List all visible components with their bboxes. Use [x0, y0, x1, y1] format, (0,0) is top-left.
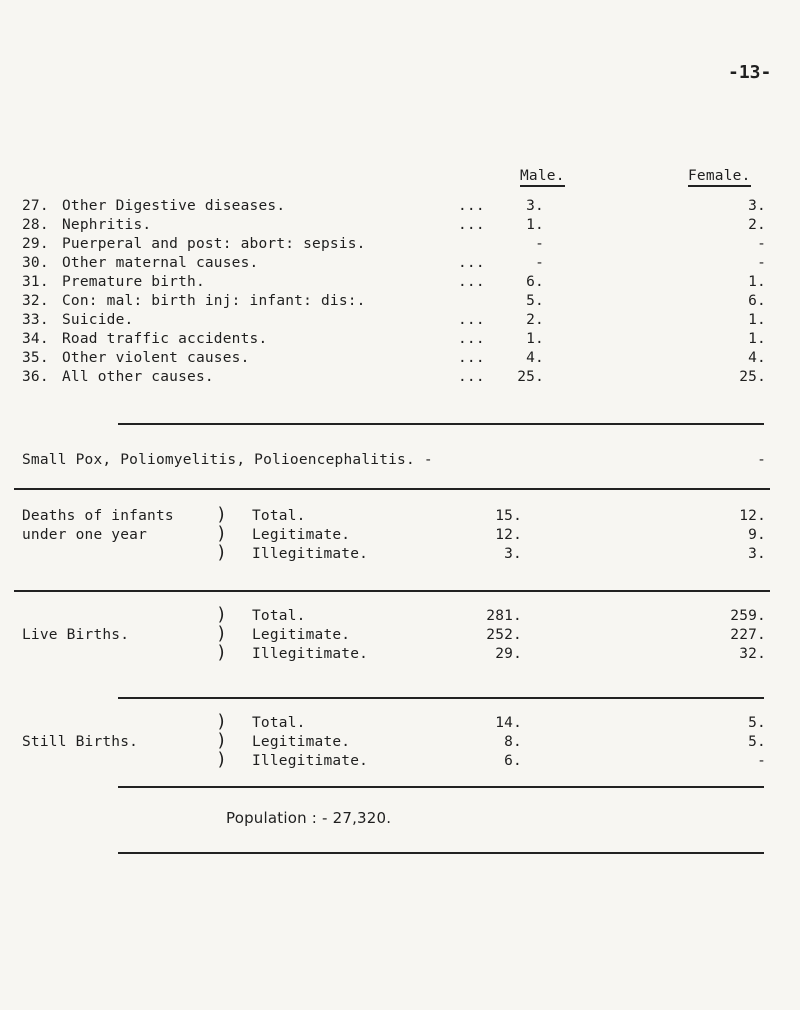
cause-female-value: 4. [748, 350, 766, 366]
male-value: 29. [495, 646, 522, 662]
cause-number: 31. [22, 274, 49, 290]
brace: ) [216, 749, 228, 770]
cause-female-value: 6. [748, 293, 766, 309]
cause-dots: ... [458, 255, 485, 271]
brace: ) [216, 523, 228, 544]
male-value: 12. [495, 527, 522, 543]
cause-male-value: 6. [526, 274, 544, 290]
row-label: Total. [252, 715, 306, 731]
brace: ) [216, 730, 228, 751]
female-column-header: Female. [688, 168, 751, 187]
cause-label: Con: mal: birth inj: infant: dis:. [62, 293, 366, 309]
brace: ) [216, 642, 228, 663]
section-divider [14, 488, 770, 490]
female-value: 9. [748, 527, 766, 543]
male-column-header: Male. [520, 168, 565, 187]
brace: ) [216, 542, 228, 563]
female-value: 3. [748, 546, 766, 562]
cause-female-value: - [757, 236, 766, 252]
cause-number: 34. [22, 331, 49, 347]
male-value: 8. [504, 734, 522, 750]
row-label: Total. [252, 508, 306, 524]
section-divider [118, 423, 764, 425]
cause-male-value: 3. [526, 198, 544, 214]
row-label: Illegitimate. [252, 646, 369, 662]
population-line: Population : - 27,320. [226, 809, 392, 827]
male-value: 14. [495, 715, 522, 731]
cause-label: Suicide. [62, 312, 134, 328]
cause-male-value: 1. [526, 331, 544, 347]
cause-label: Other Digestive diseases. [62, 198, 286, 214]
male-value: 6. [504, 753, 522, 769]
cause-dots: ... [458, 274, 485, 290]
cause-male-value: - [535, 236, 544, 252]
cause-female-value: - [757, 255, 766, 271]
cause-number: 32. [22, 293, 49, 309]
cause-dots: ... [458, 198, 485, 214]
section-divider [118, 697, 764, 699]
cause-female-value: 1. [748, 312, 766, 328]
female-value: 259. [730, 608, 766, 624]
cause-number: 33. [22, 312, 49, 328]
row-label: Illegitimate. [252, 753, 369, 769]
row-label: Legitimate. [252, 527, 351, 543]
brace: ) [216, 504, 228, 525]
page-number: -13- [728, 62, 772, 83]
cause-number: 28. [22, 217, 49, 233]
male-value: 15. [495, 508, 522, 524]
cause-dots: ... [458, 312, 485, 328]
male-value: 252. [486, 627, 522, 643]
row-label: Legitimate. [252, 734, 351, 750]
cause-label: Other violent causes. [62, 350, 250, 366]
cause-female-value: 3. [748, 198, 766, 214]
cause-number: 35. [22, 350, 49, 366]
cause-dots: ... [458, 350, 485, 366]
cause-dots: ... [458, 331, 485, 347]
cause-label: Puerperal and post: abort: sepsis. [62, 236, 366, 252]
small-pox-line: Small Pox, Poliomyelitis, Polioencephalitis. - [22, 452, 433, 468]
female-value: 5. [748, 715, 766, 731]
section-divider [14, 590, 770, 592]
cause-label: Other maternal causes. [62, 255, 259, 271]
section-divider [118, 786, 764, 788]
cause-dots: ... [458, 217, 485, 233]
female-value: 5. [748, 734, 766, 750]
cause-label: All other causes. [62, 369, 214, 385]
cause-number: 36. [22, 369, 49, 385]
cause-number: 30. [22, 255, 49, 271]
cause-female-value: 1. [748, 331, 766, 347]
cause-male-value: - [535, 255, 544, 271]
cause-number: 27. [22, 198, 49, 214]
cause-male-value: 1. [526, 217, 544, 233]
live-births-label: Live Births. [22, 627, 130, 643]
brace: ) [216, 604, 228, 625]
cause-male-value: 5. [526, 293, 544, 309]
cause-female-value: 25. [739, 369, 766, 385]
infant-deaths-label: under one year [22, 527, 148, 543]
cause-female-value: 2. [748, 217, 766, 233]
cause-label: Road traffic accidents. [62, 331, 268, 347]
brace: ) [216, 623, 228, 644]
row-label: Total. [252, 608, 306, 624]
section-divider [118, 852, 764, 854]
female-value: 227. [730, 627, 766, 643]
male-value: 3. [504, 546, 522, 562]
cause-male-value: 2. [526, 312, 544, 328]
cause-label: Premature birth. [62, 274, 205, 290]
cause-label: Nephritis. [62, 217, 152, 233]
row-label: Legitimate. [252, 627, 351, 643]
cause-male-value: 4. [526, 350, 544, 366]
brace: ) [216, 711, 228, 732]
female-value: 12. [739, 508, 766, 524]
infant-deaths-label: Deaths of infants [22, 508, 174, 524]
female-value: - [757, 753, 766, 769]
female-value: 32. [739, 646, 766, 662]
cause-male-value: 25. [517, 369, 544, 385]
still-births-label: Still Births. [22, 734, 139, 750]
cause-number: 29. [22, 236, 49, 252]
row-label: Illegitimate. [252, 546, 369, 562]
male-value: 281. [486, 608, 522, 624]
small-pox-female-value: - [757, 452, 766, 468]
cause-dots: ... [458, 369, 485, 385]
cause-female-value: 1. [748, 274, 766, 290]
